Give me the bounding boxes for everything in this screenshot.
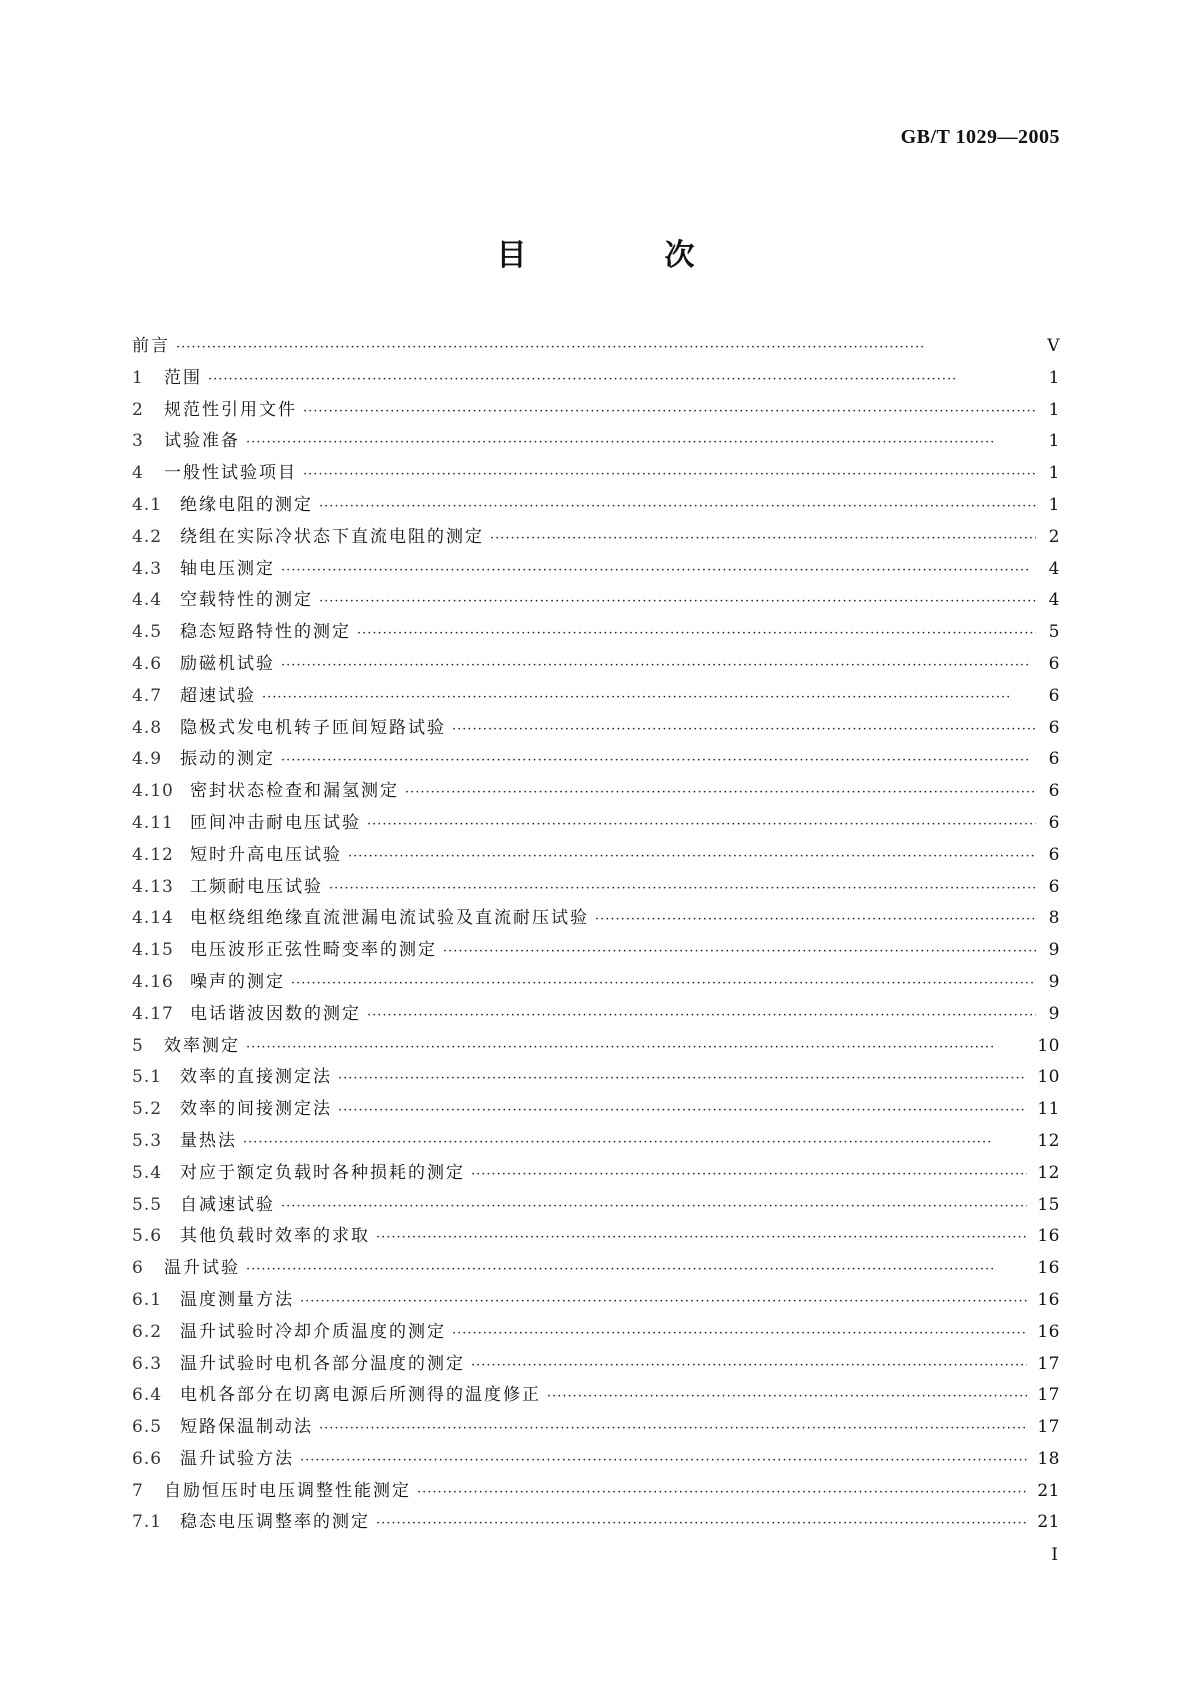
toc-entry-number: 5.5 bbox=[132, 1194, 163, 1215]
toc-entry[interactable] bbox=[132, 1190, 1060, 1222]
toc-entry-page: 10 bbox=[1037, 1067, 1060, 1088]
toc-entry-page: 9 bbox=[1048, 940, 1060, 961]
toc-entry[interactable] bbox=[132, 522, 1060, 554]
toc-dot-leader bbox=[262, 690, 1036, 705]
toc-entry-number: 6.3 bbox=[132, 1353, 163, 1374]
toc-entry-title: 自减速试验 bbox=[180, 1194, 275, 1215]
toc-entry-title: 效率的直接测定法 bbox=[180, 1067, 332, 1088]
toc-dot-leader bbox=[300, 1294, 1027, 1309]
toc-entry-title: 密封状态检查和漏氢测定 bbox=[190, 781, 399, 802]
toc-entry-title: 量热法 bbox=[180, 1130, 237, 1151]
toc-entry-page: 6 bbox=[1048, 876, 1060, 897]
toc-entry-title: 短时升高电压试验 bbox=[190, 844, 342, 865]
toc-entry[interactable] bbox=[132, 1221, 1060, 1253]
toc-entry-page: 6 bbox=[1048, 812, 1060, 833]
toc-entry[interactable] bbox=[132, 1062, 1060, 1094]
toc-dot-leader bbox=[281, 1199, 1027, 1214]
toc-entry[interactable] bbox=[132, 999, 1060, 1031]
toc-entry-number: 6.1 bbox=[132, 1289, 163, 1310]
toc-entry-page: 16 bbox=[1037, 1226, 1060, 1247]
toc-entry-number: 5.2 bbox=[132, 1099, 163, 1120]
toc-dot-leader bbox=[319, 1421, 1027, 1436]
toc-dot-leader bbox=[281, 753, 1036, 768]
toc-entry-number: 4.7 bbox=[132, 685, 163, 706]
toc-entry-page: 4 bbox=[1048, 590, 1060, 611]
toc-entry-number: 4.16 bbox=[132, 971, 174, 992]
toc-entry-page: 1 bbox=[1048, 399, 1060, 420]
toc-entry-title: 温升试验时电机各部分温度的测定 bbox=[180, 1353, 465, 1374]
toc-entry[interactable] bbox=[132, 872, 1060, 904]
toc-entry-title: 前言 bbox=[132, 336, 170, 356]
toc-dot-leader bbox=[303, 467, 1036, 482]
toc-entry-number: 4.14 bbox=[132, 908, 174, 929]
toc-entry[interactable] bbox=[132, 1507, 1060, 1539]
toc-entry[interactable] bbox=[132, 1444, 1060, 1476]
toc-entry-title: 轴电压测定 bbox=[180, 558, 275, 579]
toc-entry-page: 2 bbox=[1048, 526, 1060, 547]
toc-entry[interactable] bbox=[132, 458, 1060, 490]
toc-entry-number: 4.13 bbox=[132, 876, 174, 897]
toc-entry-number: 4.5 bbox=[132, 622, 163, 643]
toc-entry-title: 对应于额定负载时各种损耗的测定 bbox=[180, 1162, 465, 1183]
toc-entry-page: 11 bbox=[1037, 1099, 1060, 1120]
toc-entry-page: 21 bbox=[1037, 1512, 1060, 1533]
toc-entry[interactable] bbox=[132, 840, 1060, 872]
toc-entry[interactable] bbox=[132, 808, 1060, 840]
toc-entry[interactable] bbox=[132, 1380, 1060, 1412]
toc-entry-page: 17 bbox=[1037, 1417, 1060, 1438]
toc-entry-number: 4.2 bbox=[132, 526, 163, 547]
toc-entry-page: V bbox=[1047, 336, 1060, 356]
page-title: 目 次 bbox=[496, 238, 749, 273]
toc-dot-leader bbox=[367, 817, 1036, 832]
toc-entry-page: 9 bbox=[1048, 1003, 1060, 1024]
toc-dot-leader bbox=[243, 1135, 1027, 1150]
toc-dot-leader bbox=[471, 1358, 1027, 1373]
toc-entry-title: 稳态电压调整率的测定 bbox=[180, 1512, 370, 1533]
toc-entry-page: 6 bbox=[1048, 844, 1060, 865]
toc-dot-leader bbox=[303, 404, 1036, 419]
toc-entry[interactable] bbox=[132, 617, 1060, 649]
toc-entry[interactable] bbox=[132, 935, 1060, 967]
toc-entry-number: 4.1 bbox=[132, 494, 163, 515]
toc-entry[interactable] bbox=[132, 1285, 1060, 1317]
toc-entry[interactable] bbox=[132, 363, 1060, 395]
toc-entry[interactable] bbox=[132, 903, 1060, 935]
toc-entry[interactable] bbox=[132, 1349, 1060, 1381]
toc-entry-title: 隐极式发电机转子匝间短路试验 bbox=[180, 717, 446, 738]
toc-entry-page: 6 bbox=[1048, 781, 1060, 802]
toc-entry-page: 6 bbox=[1048, 749, 1060, 770]
toc-entry[interactable] bbox=[132, 554, 1060, 586]
toc-entry-title: 一般性试验项目 bbox=[164, 463, 297, 484]
toc-entry-title: 效率的间接测定法 bbox=[180, 1099, 332, 1120]
toc-entry-number: 4.8 bbox=[132, 717, 163, 738]
toc-entry-title: 励磁机试验 bbox=[180, 653, 275, 674]
toc-entry-page: 18 bbox=[1037, 1448, 1060, 1469]
toc-entry[interactable] bbox=[132, 1476, 1060, 1508]
toc-entry-page: 1 bbox=[1048, 367, 1060, 388]
toc-entry[interactable] bbox=[132, 426, 1060, 458]
toc-entry-page: 16 bbox=[1037, 1289, 1060, 1310]
toc-dot-leader bbox=[348, 849, 1036, 864]
toc-dot-leader bbox=[490, 531, 1036, 546]
toc-entry[interactable] bbox=[132, 395, 1060, 427]
toc-entry-number: 5.1 bbox=[132, 1067, 163, 1088]
toc-dot-leader bbox=[452, 1326, 1027, 1341]
toc-entry-title: 稳态短路特性的测定 bbox=[180, 622, 351, 643]
toc-entry-number: 4.10 bbox=[132, 781, 174, 802]
toc-entry-number: 6.5 bbox=[132, 1417, 163, 1438]
toc-dot-leader bbox=[246, 435, 1036, 450]
toc-dot-leader bbox=[319, 594, 1036, 609]
toc-entry-number: 5.3 bbox=[132, 1130, 163, 1151]
toc-dot-leader bbox=[452, 722, 1036, 737]
toc-entry-number: 5 bbox=[132, 1035, 144, 1056]
toc-entry-number: 2 bbox=[132, 399, 144, 420]
toc-entry-number: 3 bbox=[132, 431, 144, 452]
toc-entry-title: 温升试验时冷却介质温度的测定 bbox=[180, 1321, 446, 1342]
toc-entry-title: 试验准备 bbox=[164, 431, 240, 452]
toc-entry-page: 12 bbox=[1037, 1130, 1060, 1151]
toc-entry-title: 绕组在实际冷状态下直流电阻的测定 bbox=[180, 526, 484, 547]
toc-dot-leader bbox=[281, 563, 1036, 578]
toc-dot-leader bbox=[367, 1008, 1036, 1023]
toc-entry-title: 短路保温制动法 bbox=[180, 1417, 313, 1438]
toc-entry-page: 10 bbox=[1037, 1035, 1060, 1056]
toc-entry-number: 4.6 bbox=[132, 653, 163, 674]
toc-dot-leader bbox=[338, 1071, 1027, 1086]
toc-entry-page: 6 bbox=[1048, 653, 1060, 674]
table-of-contents bbox=[132, 331, 1060, 1539]
toc-dot-leader bbox=[376, 1516, 1027, 1531]
toc-entry[interactable] bbox=[132, 713, 1060, 745]
toc-entry-number: 6 bbox=[132, 1258, 144, 1279]
toc-entry-page: 16 bbox=[1037, 1258, 1060, 1279]
toc-entry-number: 4 bbox=[132, 463, 144, 484]
toc-entry-title: 效率测定 bbox=[164, 1035, 240, 1056]
toc-entry-title: 噪声的测定 bbox=[190, 971, 285, 992]
toc-entry-number: 7 bbox=[132, 1480, 144, 1501]
toc-entry-page: 5 bbox=[1048, 622, 1060, 643]
toc-entry[interactable] bbox=[132, 1317, 1060, 1349]
toc-entry[interactable] bbox=[132, 1412, 1060, 1444]
toc-entry-title: 超速试验 bbox=[180, 685, 256, 706]
toc-entry[interactable] bbox=[132, 681, 1060, 713]
toc-dot-leader bbox=[281, 658, 1036, 673]
toc-entry-page: 1 bbox=[1048, 431, 1060, 452]
toc-entry[interactable] bbox=[132, 1031, 1060, 1063]
toc-entry-number: 6.6 bbox=[132, 1448, 163, 1469]
toc-entry[interactable] bbox=[132, 585, 1060, 617]
toc-dot-leader bbox=[376, 1230, 1027, 1245]
toc-entry-title: 电枢绕组绝缘直流泄漏电流试验及直流耐压试验 bbox=[190, 908, 589, 929]
toc-entry-number: 4.15 bbox=[132, 940, 174, 961]
toc-dot-leader bbox=[417, 1485, 1027, 1500]
toc-entry-page: 15 bbox=[1037, 1194, 1060, 1215]
toc-entry-page: 8 bbox=[1048, 908, 1060, 929]
toc-entry-number: 4.3 bbox=[132, 558, 163, 579]
toc-dot-leader bbox=[338, 1103, 1027, 1118]
toc-entry-number: 4.12 bbox=[132, 844, 174, 865]
toc-entry-title: 温升试验方法 bbox=[180, 1448, 294, 1469]
toc-dot-leader bbox=[329, 881, 1036, 896]
toc-entry[interactable] bbox=[132, 490, 1060, 522]
toc-entry-page: 6 bbox=[1048, 685, 1060, 706]
toc-entry[interactable] bbox=[132, 967, 1060, 999]
toc-entry-title: 自励恒压时电压调整性能测定 bbox=[164, 1480, 411, 1501]
toc-entry-page: 21 bbox=[1037, 1480, 1060, 1501]
toc-entry-page: 1 bbox=[1048, 463, 1060, 484]
toc-entry-number: 4.4 bbox=[132, 590, 163, 611]
toc-entry-page: 16 bbox=[1037, 1321, 1060, 1342]
toc-entry-title: 空载特性的测定 bbox=[180, 590, 313, 611]
toc-entry-page: 17 bbox=[1037, 1385, 1060, 1406]
toc-entry-number: 5.6 bbox=[132, 1226, 163, 1247]
toc-dot-leader bbox=[471, 1167, 1027, 1182]
toc-entry-number: 6.4 bbox=[132, 1385, 163, 1406]
toc-dot-leader bbox=[357, 626, 1036, 641]
toc-entry-title: 电机各部分在切离电源后所测得的温度修正 bbox=[180, 1385, 541, 1406]
toc-entry-number: 5.4 bbox=[132, 1162, 163, 1183]
toc-entry-title: 绝缘电阻的测定 bbox=[180, 494, 313, 515]
toc-entry-title: 温度测量方法 bbox=[180, 1289, 294, 1310]
page-number: I bbox=[1051, 1545, 1058, 1565]
toc-entry-number: 1 bbox=[132, 367, 144, 388]
toc-entry-number: 4.11 bbox=[132, 812, 174, 833]
toc-dot-leader bbox=[300, 1453, 1027, 1468]
toc-entry-page: 9 bbox=[1048, 971, 1060, 992]
toc-entry-title: 规范性引用文件 bbox=[164, 399, 297, 420]
toc-entry-page: 4 bbox=[1048, 558, 1060, 579]
toc-entry-title: 匝间冲击耐电压试验 bbox=[190, 812, 361, 833]
toc-entry-title: 其他负载时效率的求取 bbox=[180, 1226, 370, 1247]
toc-entry[interactable] bbox=[132, 744, 1060, 776]
toc-dot-leader bbox=[291, 976, 1036, 991]
toc-entry-page: 12 bbox=[1037, 1162, 1060, 1183]
standard-code: GB/T 1029—2005 bbox=[900, 126, 1060, 148]
toc-entry-title: 电压波形正弦性畸变率的测定 bbox=[190, 940, 437, 961]
toc-dot-leader bbox=[246, 1040, 1027, 1055]
toc-dot-leader bbox=[547, 1389, 1027, 1404]
toc-entry-title: 振动的测定 bbox=[180, 749, 275, 770]
toc-entry-number: 4.17 bbox=[132, 1003, 174, 1024]
toc-entry-title: 工频耐电压试验 bbox=[190, 876, 323, 897]
toc-entry-title: 温升试验 bbox=[164, 1258, 240, 1279]
toc-entry-page: 17 bbox=[1037, 1353, 1060, 1374]
toc-dot-leader bbox=[319, 499, 1036, 514]
toc-entry-page: 6 bbox=[1048, 717, 1060, 738]
toc-entry-page: 1 bbox=[1048, 494, 1060, 515]
toc-entry[interactable] bbox=[132, 331, 1060, 363]
toc-entry-number: 7.1 bbox=[132, 1512, 163, 1533]
toc-entry[interactable] bbox=[132, 1253, 1060, 1285]
toc-dot-leader bbox=[595, 912, 1036, 927]
toc-entry-title: 范围 bbox=[164, 367, 202, 388]
toc-entry[interactable] bbox=[132, 1158, 1060, 1190]
toc-entry[interactable] bbox=[132, 1126, 1060, 1158]
toc-dot-leader bbox=[208, 372, 1036, 387]
toc-entry[interactable] bbox=[132, 649, 1060, 681]
toc-dot-leader bbox=[405, 785, 1036, 800]
toc-entry-number: 4.9 bbox=[132, 749, 163, 770]
toc-entry-title: 电话谐波因数的测定 bbox=[190, 1003, 361, 1024]
toc-entry[interactable] bbox=[132, 1094, 1060, 1126]
toc-dot-leader bbox=[246, 1262, 1027, 1277]
toc-entry-number: 6.2 bbox=[132, 1321, 163, 1342]
toc-dot-leader bbox=[176, 340, 1036, 355]
toc-dot-leader bbox=[443, 944, 1036, 959]
toc-entry[interactable] bbox=[132, 776, 1060, 808]
